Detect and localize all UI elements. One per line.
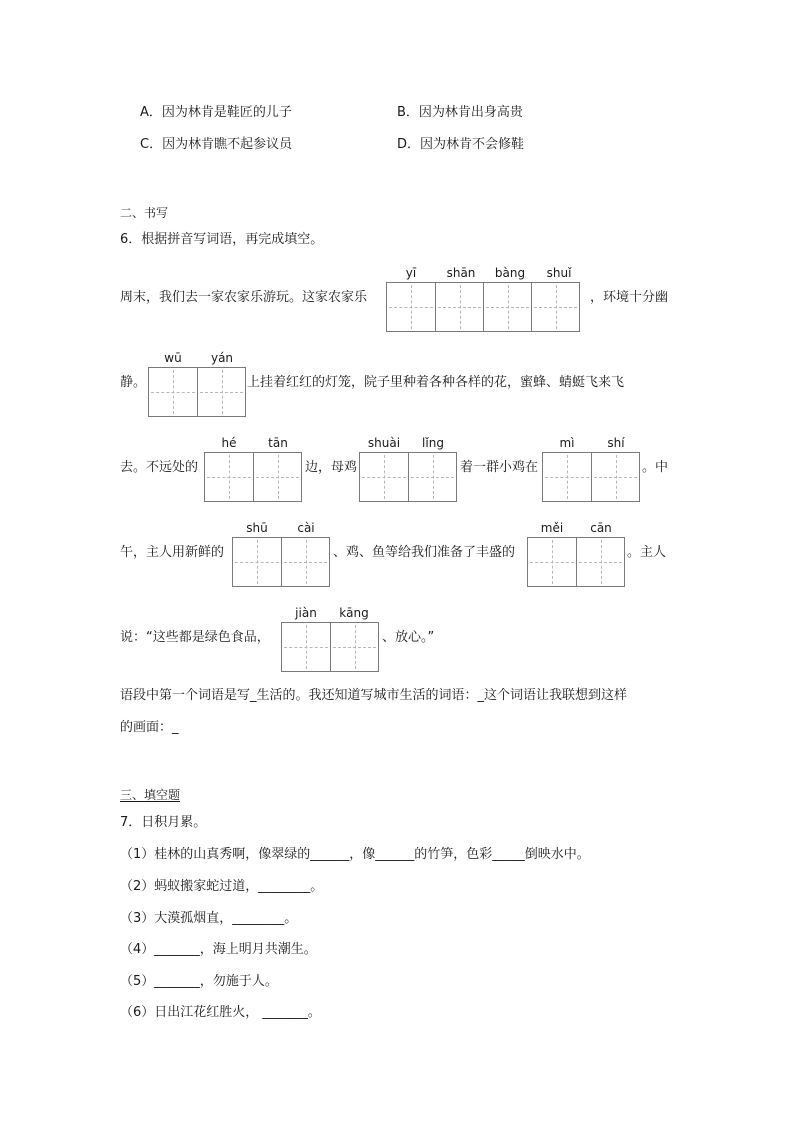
writing-cell[interactable] — [483, 283, 531, 331]
pinyin-shui: shuǐ — [546, 266, 572, 280]
choice-b: B．因为林肯出身高贵 — [397, 105, 523, 120]
pinyin-yi: yī — [405, 266, 417, 280]
paragraph-line-3-mid-2: 着一群小鸡在 — [460, 460, 539, 475]
writing-cell[interactable] — [233, 538, 281, 586]
writing-cell[interactable] — [528, 538, 576, 586]
paragraph-line-4-end: 。主人 — [627, 545, 667, 560]
q7-item-3: （3）大漠孤烟直，________。 — [120, 911, 298, 926]
writing-grid-yishanbangshui[interactable] — [386, 282, 580, 332]
choice-d: D．因为林肯不会修鞋 — [397, 137, 525, 152]
pinyin-jian: jiàn — [295, 606, 317, 620]
paragraph-line-3-start: 去。不远处的 — [120, 460, 199, 475]
pinyin-shuai: shuài — [367, 436, 401, 450]
writing-cell[interactable] — [531, 283, 579, 331]
writing-grid-jiankang[interactable] — [281, 622, 379, 672]
writing-grid-shucai[interactable] — [232, 537, 330, 587]
writing-cell[interactable] — [576, 538, 624, 586]
paragraph-line-5-end: 、放心。” — [382, 630, 435, 645]
writing-cell[interactable] — [543, 453, 591, 501]
pinyin-ling: lǐng — [422, 436, 444, 450]
section-2-heading: 二、书写 — [120, 206, 169, 220]
writing-cell[interactable] — [408, 453, 456, 501]
choice-c: C．因为林肯瞧不起参议员 — [140, 137, 293, 152]
writing-grid-mishi[interactable] — [542, 452, 640, 502]
paragraph-line-5-start: 说：“这些都是绿色食品， — [120, 630, 270, 645]
choice-a: A．因为林肯是鞋匠的儿子 — [140, 105, 292, 120]
paragraph-line-3-end: 。中 — [642, 460, 669, 475]
pinyin-mei: měi — [540, 521, 564, 535]
paragraph-line-3-mid-1: 边，母鸡 — [305, 460, 358, 475]
writing-cell[interactable] — [330, 623, 378, 671]
pinyin-yan: yán — [210, 351, 234, 365]
q7-item-5: （5）_______，勿施于人。 — [120, 974, 278, 989]
writing-cell[interactable] — [282, 623, 330, 671]
pinyin-kang: kāng — [339, 606, 369, 620]
q7-item-1: （1）桂林的山真秀啊，像翠绿的______，像______的竹笋，色彩_____倒映水中。 — [120, 847, 590, 862]
question-7-title: 7．日积月累。 — [120, 815, 207, 830]
writing-cell[interactable] — [360, 453, 408, 501]
paragraph-line-4-start: 午，主人用新鲜的 — [120, 545, 225, 560]
writing-cell[interactable] — [197, 368, 245, 416]
paragraph-line-2-end: 上挂着红红的灯笼，院子里种着各种各样的花，蜜蜂、蜻蜓飞来飞 — [247, 375, 625, 390]
pinyin-shan: shān — [446, 266, 476, 280]
fill-line-2: 的画面：_ — [120, 720, 179, 735]
pinyin-cai: cài — [297, 521, 315, 535]
pinyin-shu: shū — [246, 521, 268, 535]
pinyin-he: hé — [221, 436, 237, 450]
pinyin-mi: mì — [559, 436, 575, 450]
pinyin-bang: bàng — [494, 266, 526, 280]
writing-cell[interactable] — [387, 283, 435, 331]
writing-grid-shuailing[interactable] — [359, 452, 457, 502]
pinyin-shi: shí — [607, 436, 625, 450]
pinyin-wu: wū — [164, 351, 182, 365]
q7-item-4: （4）_______，海上明月共潮生。 — [120, 942, 317, 957]
paragraph-line-4-mid: 、鸡、鱼等给我们准备了丰盛的 — [333, 545, 516, 560]
pinyin-tan: tān — [268, 436, 288, 450]
q7-item-2: （2）蚂蚁搬家蛇过道，________。 — [120, 879, 324, 894]
writing-grid-hetan[interactable] — [204, 452, 302, 502]
writing-cell[interactable] — [435, 283, 483, 331]
writing-cell[interactable] — [591, 453, 639, 501]
question-6-title: 6．根据拼音写词语，再完成填空。 — [120, 232, 324, 247]
writing-cell[interactable] — [281, 538, 329, 586]
pinyin-can: cān — [590, 521, 612, 535]
writing-grid-wuyan[interactable] — [148, 367, 246, 417]
paragraph-line-1-start: 周末，我们去一家农家乐游玩。这家农家乐 — [120, 290, 368, 305]
section-3-heading: 三、填空题 — [120, 788, 181, 802]
writing-grid-meican[interactable] — [527, 537, 625, 587]
writing-cell[interactable] — [205, 453, 253, 501]
paragraph-line-2-start: 静。 — [120, 375, 147, 390]
paragraph-line-1-end: ，环境十分幽 — [590, 290, 669, 305]
writing-cell[interactable] — [253, 453, 301, 501]
q7-item-6: （6）日出江花红胜火， _______。 — [120, 1005, 321, 1020]
writing-cell[interactable] — [149, 368, 197, 416]
fill-line-1: 语段中第一个词语是写_生活的。我还知道写城市生活的词语：_这个词语让我联想到这样 — [120, 688, 628, 703]
